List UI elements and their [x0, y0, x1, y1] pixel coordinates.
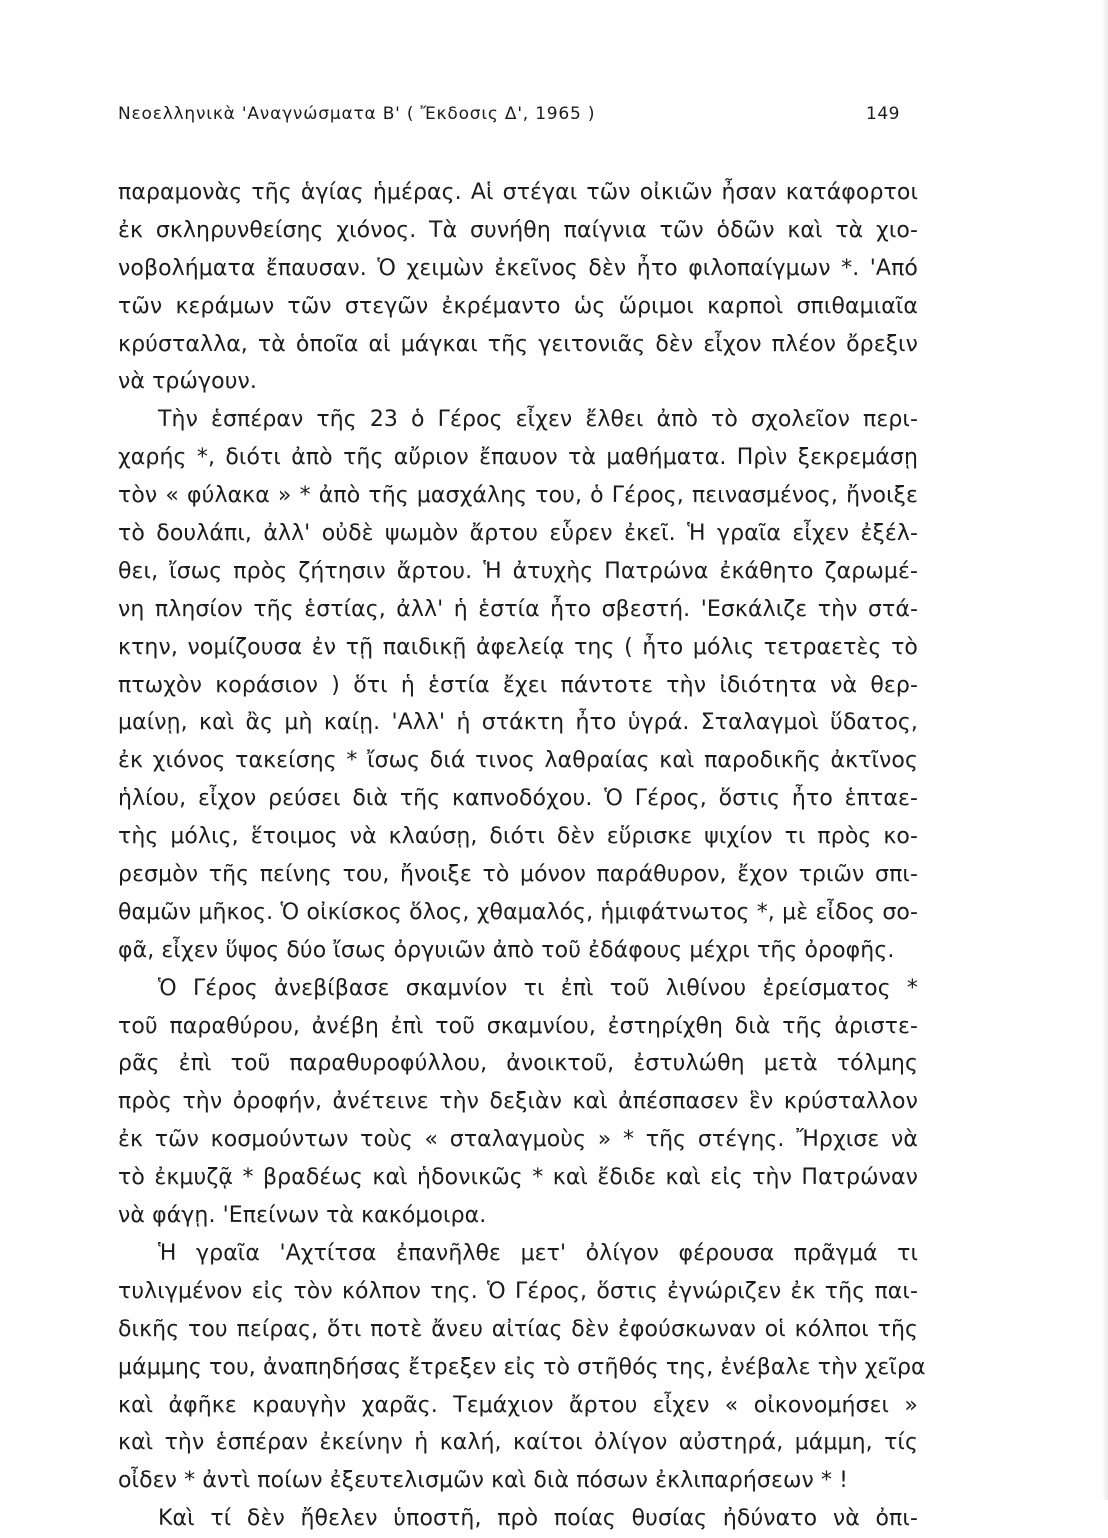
text-line: φᾶ, εἶχεν ὕψος δύο ἴσως ὀργυιῶν ἀπὸ τοῦ ἐδάφους μέχρι τῆς ὀροφῆς. [118, 937, 895, 963]
text-line: νὰ τρώγουν. [118, 369, 258, 395]
text-line: τῶν κεράμων τῶν στεγῶν ἐκρέμαντο ὡς ὥριμοι καρποὶ σπιθαμιαῖα [118, 293, 918, 319]
text-line: τὸν « φύλακα » * ἀπὸ τῆς μασχάλης του, ὁ Γέρος, πεινασμένος, ἤνοιξε [118, 483, 918, 509]
text-line: Ὁ Γέρος ἀνεβίβασε σκαμνίον τι ἐπὶ τοῦ λιθίνου ἐρείσματος * [158, 975, 918, 1001]
text-line: τυλιγμένον εἰς τὸν κόλπον της. Ὁ Γέρος, ὅστις ἐγνώριζεν ἐκ τῆς παι- [118, 1278, 918, 1304]
text-line: δικῆς του πείρας, ὅτι ποτὲ ἄνευ αἰτίας δὲν ἐφούσκωναν οἱ κόλποι τῆς [118, 1316, 918, 1342]
text-line: πτωχὸν κοράσιον ) ὅτι ἡ ἑστία ἔχει πάντοτε τὴν ἰδιότητα νὰ θερ- [118, 672, 918, 698]
text-line: τὸ δουλάπι, ἀλλ' οὐδὲ ψωμὸν ἄρτου εὗρεν ἐκεῖ. Ἡ γραῖα εἶχεν ἐξέλ- [118, 521, 918, 547]
text-line: ἐκ τῶν κοσμούντων τοὺς « σταλαγμοὺς » * τῆς στέγης. Ἤρχισε νὰ [118, 1127, 918, 1153]
text-line: ἐκ χιόνος τακείσης * ἴσως διά τινος λαθραίας καὶ παροδικῆς ἀκτῖνος [118, 748, 918, 774]
running-title: Νεοελληνικὰ 'Αναγνώσματα Β' ( Ἔκδοσις Δ', 1965 ) [118, 104, 596, 124]
running-head [118, 104, 902, 130]
text-line: τοῦ παραθύρου, ἀνέβη ἐπὶ τοῦ σκαμνίου, ἐστηρίχθη διὰ τῆς ἀριστε- [118, 1013, 918, 1039]
page-number: 149 [866, 104, 900, 124]
text-line: Τὴν ἑσπέραν τῆς 23 ὁ Γέρος εἶχεν ἔλθει ἀπὸ τὸ σχολεῖον περι- [158, 407, 918, 433]
text-line: νη πλησίον τῆς ἑστίας, ἀλλ' ἡ ἑστία ἦτο σβεστή. 'Εσκάλιζε τὴν στά- [118, 596, 918, 622]
text-line: κρύσταλλα, τὰ ὁποῖα αἱ μάγκαι τῆς γειτονιᾶς δὲν εἶχον πλέον ὄρεξιν [118, 331, 918, 357]
text-line: τὴς μόλις, ἕτοιμος νὰ κλαύσῃ, διότι δὲν εὕρισκε ψιχίον τι πρὸς κο- [118, 824, 918, 850]
text-line: Ἡ γραῖα 'Αχτίτσα ἐπανῆλθε μετ' ὀλίγον φέρουσα πρᾶγμά τι [158, 1240, 918, 1266]
text-line: χαρής *, διότι ἀπὸ τῆς αὔριον ἔπαυον τὰ μαθήματα. Πρὶν ξεκρεμάσῃ [118, 445, 918, 471]
text-line: θαμῶν μῆκος. Ὁ οἰκίσκος ὅλος, χθαμαλός, ἡμιφάτνωτος *, μὲ εἶδος σο- [118, 899, 918, 925]
text-line: ρεσμὸν τῆς πείνης του, ἤνοιξε τὸ μόνον παράθυρον, ἔχον τριῶν σπι- [118, 862, 918, 888]
text-line: νὰ φάγῃ. 'Επείνων τὰ κακόμοιρα. [118, 1203, 487, 1229]
text-line: θει, ἴσως πρὸς ζήτησιν ἄρτου. Ἡ ἀτυχὴς Πατρώνα ἐκάθητο ζαρωμέ- [118, 558, 918, 584]
text-line: οἶδεν * ἀντὶ ποίων ἐξευτελισμῶν καὶ διὰ πόσων ἐκλιπαρήσεων * ! [118, 1468, 849, 1494]
text-line: μάμμης του, ἀναπηδήσας ἔτρεξεν εἰς τὸ στῆθός της, ἐνέβαλε τὴν χεῖρα [118, 1354, 926, 1380]
text-line: καὶ ἀφῆκε κραυγὴν χαρᾶς. Τεμάχιον ἄρτου εἶχεν « οἰκονομήσει » [118, 1392, 918, 1418]
text-line: μαίνῃ, καὶ ἂς μὴ καίῃ. 'Αλλ' ἡ στάκτη ἦτο ὑγρά. Σταλαγμοὶ ὕδατος, [118, 710, 918, 736]
body-text [118, 174, 926, 1538]
text-line: παραμονὰς τῆς ἁγίας ἡμέρας. Αἱ στέγαι τῶν οἰκιῶν ἦσαν κατάφορτοι [118, 180, 918, 205]
text-line: πρὸς τὴν ὀροφήν, ἀνέτεινε τὴν δεξιὰν καὶ ἀπέσπασεν ἓν κρύσταλλον [118, 1089, 918, 1115]
text-line: καὶ τὴν ἑσπέραν ἐκείνην ἡ καλή, καίτοι ὀλίγον αὐστηρά, μάμμη, τίς [118, 1430, 918, 1456]
text-line: νοβολήματα ἔπαυσαν. Ὁ χειμὼν ἐκεῖνος δὲν ἦτο φιλοπαίγμων *. 'Από [118, 255, 918, 281]
text-line: ρᾶς ἐπὶ τοῦ παραθυροφύλλου, ἀνοικτοῦ, ἐστυλώθη μετὰ τόλμης [118, 1051, 918, 1077]
text-line: ἐκ σκληρυνθείσης χιόνος. Τὰ συνήθη παίγνια τῶν ὁδῶν καὶ τὰ χιο- [118, 217, 918, 243]
text-line: κτην, νομίζουσα ἐν τῇ παιδικῇ ἀφελείᾳ της ( ἦτο μόλις τετραετὲς τὸ [118, 634, 918, 660]
text-line: ἡλίου, εἶχον ρεύσει διὰ τῆς καπνοδόχου. Ὁ Γέρος, ὅστις ἦτο ἑπταε- [118, 786, 918, 812]
page-edge-shadow [1102, 0, 1108, 1500]
text-line: Καὶ τί δὲν ἤθελεν ὑποστῆ, πρὸ ποίας θυσίας ἠδύνατο νὰ ὀπι- [158, 1506, 918, 1532]
text-line: τὸ ἐκμυζᾷ * βραδέως καὶ ἡδονικῶς * καὶ ἔδιδε καὶ εἰς τὴν Πατρώναν [118, 1165, 918, 1191]
